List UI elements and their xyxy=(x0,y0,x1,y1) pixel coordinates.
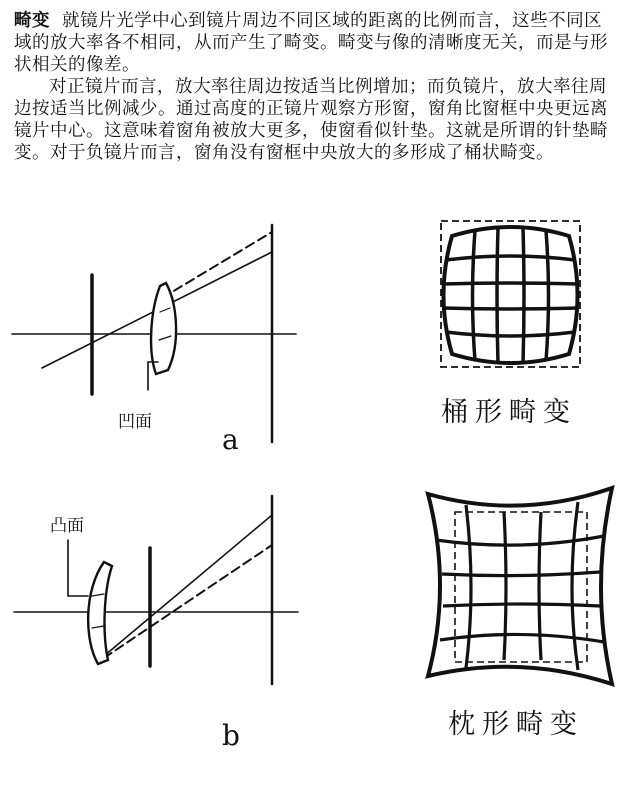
dashed-ray-b xyxy=(104,545,272,658)
distortion-label-b: 枕形畸变 xyxy=(448,709,584,740)
diagram-a xyxy=(12,225,296,442)
distortion-label-a: 桶形畸变 xyxy=(441,397,577,428)
meniscus-lens-b xyxy=(88,562,112,664)
term-heading: 畸变 xyxy=(14,11,50,31)
dashed-ray-a xyxy=(162,232,272,298)
meniscus-lens-a xyxy=(151,283,176,374)
sub-label-b: b xyxy=(222,719,240,752)
paragraph-1-text: 就镜片光学中心到镜片周边不同区域的距离的比例而言，这些不同区域的放大率各不相同，从而产生了畸变。畸变与像的清晰度无关，而是与形状相关的像差。 xyxy=(14,11,608,75)
barrel-outline xyxy=(444,227,578,363)
surface-label-b: 凸面 xyxy=(50,516,84,536)
surface-label-a: 凹面 xyxy=(118,412,152,432)
paragraph-2: 对正镜片而言，放大率往周边按适当比例增加；而负镜片，放大率往周边按适当比例减少。通过高度的正镜片观察方形窗，窗角比窗框中央更远离镜片中心。这意味着窗角被放大更多，使窗看似针垫。这就是所谓的针垫畸变。对于负镜片而言，窗角没有窗框中央放大的多形成了桶状畸变。 xyxy=(14,77,608,163)
pincushion-grid xyxy=(428,488,612,684)
leader-line-b xyxy=(68,540,88,596)
barrel-reference-frame xyxy=(441,221,580,367)
barrel-grid xyxy=(441,221,580,367)
chief-ray-b xyxy=(104,515,272,656)
pincushion-reference-frame xyxy=(455,512,587,662)
sub-label-a: a xyxy=(222,423,239,456)
